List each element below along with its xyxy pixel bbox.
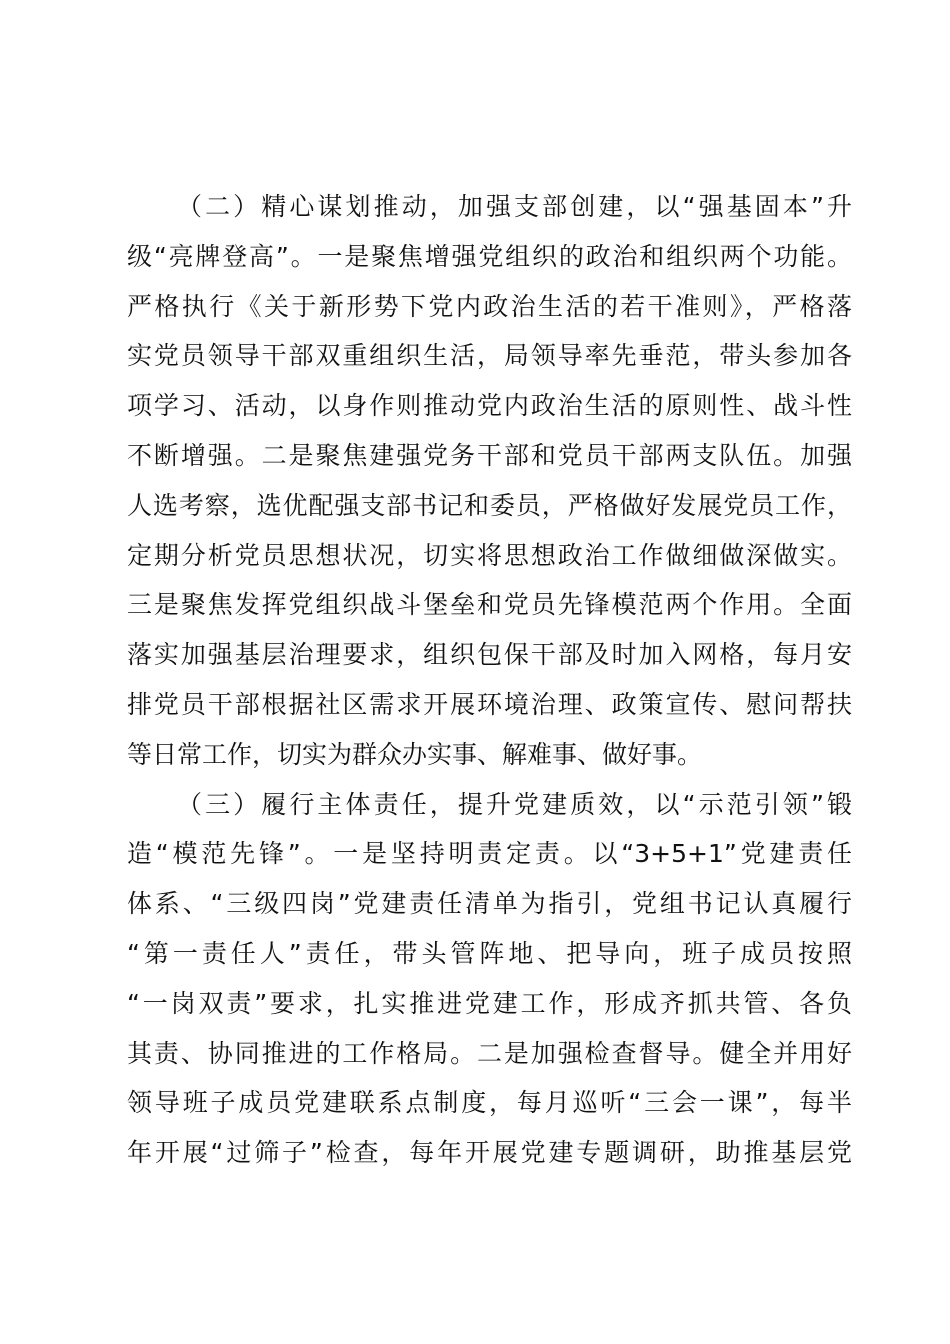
- document-body: [127, 182, 852, 1178]
- text-line: 人选考察，选优配强支部书记和委员，严格做好发展党员工作，: [127, 490, 852, 520]
- text-line: 其责、协同推进的工作格局。二是加强检查督导。健全并用好: [127, 1038, 852, 1068]
- text-line: 严格执行《关于新形势下党内政治生活的若干准则》，严格落: [127, 291, 852, 321]
- paragraph-3: [127, 780, 852, 1178]
- text-line: 造“模范先锋”。一是坚持明责定责。以“3+5+1”党建责任: [127, 839, 852, 869]
- text-line: 等日常工作，切实为群众办实事、解难事、做好事。: [127, 739, 703, 769]
- text-line: “第一责任人”责任，带头管阵地、把导向，班子成员按照: [127, 938, 852, 968]
- text-line: 实党员领导干部双重组织生活，局领导率先垂范，带头参加各: [127, 341, 852, 371]
- text-line: 落实加强基层治理要求，组织包保干部及时加入网格，每月安: [127, 640, 852, 670]
- paragraph-2: [127, 182, 852, 780]
- text-line: 项学习、活动，以身作则推动党内政治生活的原则性、战斗性: [127, 391, 852, 421]
- text-line: “一岗双责”要求，扎实推进党建工作，形成齐抓共管、各负: [127, 988, 852, 1018]
- text-line: 级“亮牌登高”。一是聚焦增强党组织的政治和组织两个功能。: [127, 241, 852, 271]
- text-line: 体系、“三级四岗”党建责任清单为指引，党组书记认真履行: [127, 889, 852, 919]
- text-line: （二）精心谋划推动，加强支部创建，以“强基固本”升: [177, 192, 852, 221]
- text-line: 三是聚焦发挥党组织战斗堡垒和党员先锋模范两个作用。全面: [127, 590, 852, 620]
- text-line: 领导班子成员党建联系点制度，每月巡听“三会一课”，每半: [127, 1088, 852, 1118]
- text-line: 年开展“过筛子”检查，每年开展党建专题调研，助推基层党: [127, 1138, 852, 1168]
- text-line: （三）履行主体责任，提升党建质效，以“示范引领”锻: [177, 789, 852, 819]
- text-line: 排党员干部根据社区需求开展环境治理、政策宣传、慰问帮扶: [127, 689, 852, 719]
- text-line: 定期分析党员思想状况，切实将思想政治工作做细做深做实。: [127, 540, 852, 570]
- text-line: 不断增强。二是聚焦建强党务干部和党员干部两支队伍。加强: [127, 440, 852, 470]
